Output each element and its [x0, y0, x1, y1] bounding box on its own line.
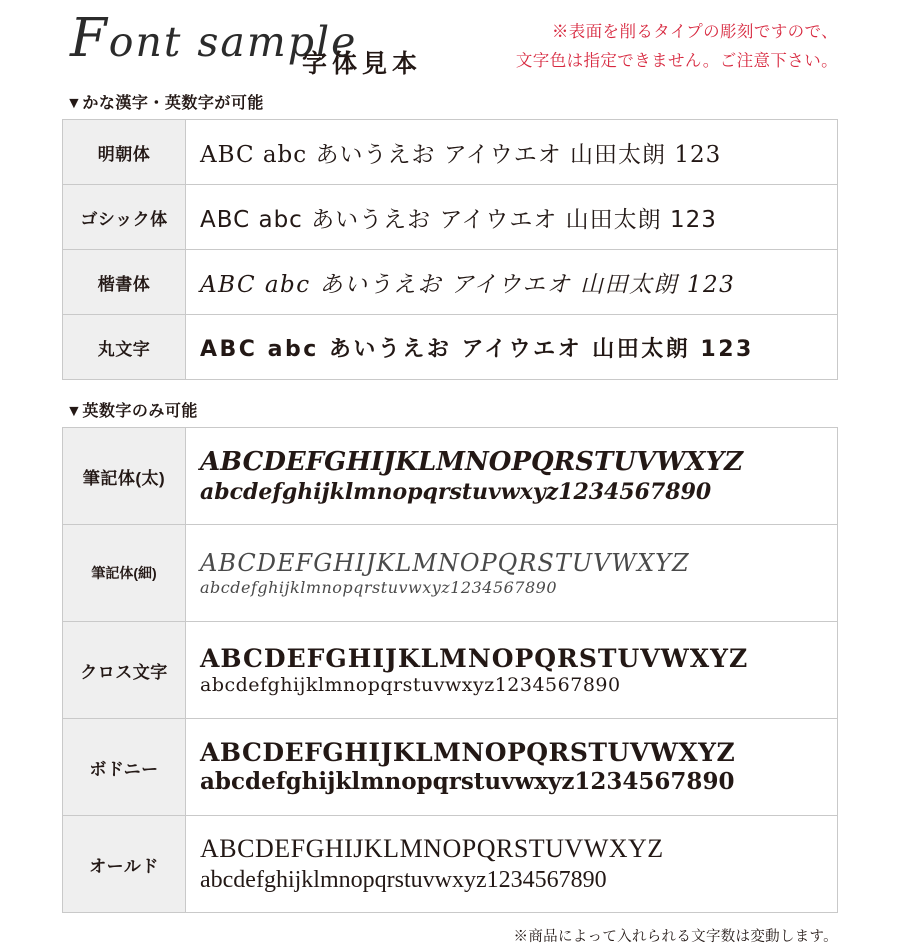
title-rest: ont sample [108, 18, 358, 66]
page-title-japanese: 字体見本 [302, 50, 423, 78]
notice-line-1: ※表面を削るタイプの彫刻ですので、 [551, 23, 838, 41]
font-table-alphanumeric [62, 427, 838, 913]
font-name-bodoni: ボドニー [63, 719, 186, 816]
font-sample-kaisho: ABC abc あいうえお アイウエオ 山田太朗 123 [186, 250, 838, 315]
sample-line-upper: ABCDEFGHIJKLMNOPQRSTUVWXYZ [200, 549, 690, 577]
sample-line-lower: abcdefghijklmnopqrstuvwxyz1234567890 [200, 867, 607, 894]
font-sample-bodoni [186, 719, 838, 816]
table-row [63, 250, 838, 315]
table-row [63, 315, 838, 380]
table-row [63, 719, 838, 816]
sample-line-lower: abcdefghijklmnopqrstuvwxyz1234567890 [200, 673, 621, 696]
sample-line-upper: ABCDEFGHIJKLMNOPQRSTUVWXYZ [200, 447, 744, 477]
font-name-old: オールド [63, 816, 186, 913]
font-sample-maru: ABC abc あいうえお アイウエオ 山田太朗 123 [186, 315, 838, 380]
font-sample-script-bold [186, 428, 838, 525]
section-label-alphanumeric: ▼英数字のみ可能 [66, 403, 198, 420]
font-name-script-thin [63, 525, 186, 622]
font-name-script-bold: 筆記体(太) [63, 428, 186, 525]
notice-block [516, 18, 838, 76]
font-name-script-thin-text: 筆記体(細) [91, 565, 157, 581]
font-name-kaisho: 楷書体 [63, 250, 186, 315]
sample-line-upper: ABCDEFGHIJKLMNOPQRSTUVWXYZ [200, 833, 664, 863]
font-sample-script-thin [186, 525, 838, 622]
table-row [63, 622, 838, 719]
page-header [62, 0, 838, 88]
font-sample-old [186, 816, 838, 913]
table-row [63, 120, 838, 185]
table-row [63, 185, 838, 250]
font-name-cross: クロス文字 [63, 622, 186, 719]
font-name-mincho: 明朝体 [63, 120, 186, 185]
table-row [63, 525, 838, 622]
font-sample-mincho: ABC abc あいうえお アイウエオ 山田太朗 123 [186, 120, 838, 185]
sample-line-lower: abcdefghijklmnopqrstuvwxyz1234567890 [200, 478, 712, 505]
sample-line-lower: abcdefghijklmnopqrstuvwxyz1234567890 [200, 768, 735, 796]
page-footnote: ※商品によって入れられる文字数は変動します。 [513, 929, 838, 945]
table-row [63, 816, 838, 913]
font-name-gothic: ゴシック体 [63, 185, 186, 250]
font-name-maru: 丸文字 [63, 315, 186, 380]
font-sample-cross [186, 622, 838, 719]
section-spacer [62, 380, 838, 396]
section-label-kana-kanji: ▼かな漢字・英数字が可能 [66, 95, 264, 112]
notice-line-2: 文字色は指定できません。ご注意下さい。 [515, 51, 838, 70]
sample-line-upper: ABCDEFGHIJKLMNOPQRSTUVWXYZ [200, 738, 736, 767]
table-row [63, 428, 838, 525]
sample-line-lower: abcdefghijklmnopqrstuvwxyz1234567890 [200, 578, 558, 597]
font-table-kana-kanji [62, 119, 838, 380]
sample-line-upper: ABCDEFGHIJKLMNOPQRSTUVWXYZ [200, 643, 749, 673]
title-initial: F [70, 8, 109, 69]
font-sample-gothic: ABC abc あいうえお アイウエオ 山田太朗 123 [186, 185, 838, 250]
